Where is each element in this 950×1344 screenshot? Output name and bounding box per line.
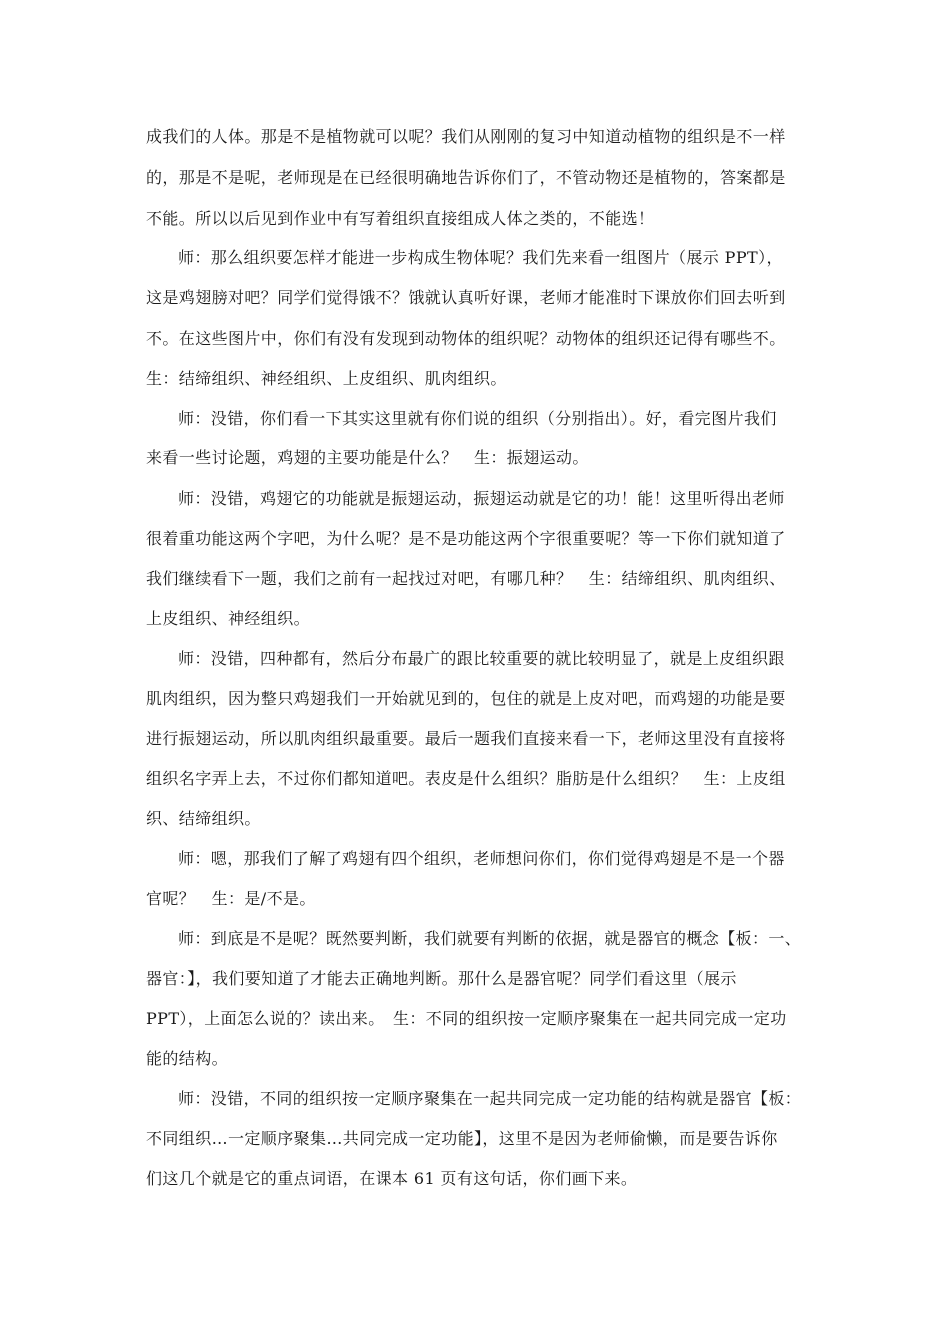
text-line: 师：没错，不同的组织按一定顺序聚集在一起共同完成一定功能的结构就是器官【板： <box>178 1089 802 1108</box>
text-line: 生：结缔组织、神经组织、上皮组织、肌肉组织。 <box>146 369 507 388</box>
text-line: 师：没错，鸡翅它的功能就是振翅运动，振翅运动就是它的功！能！这里听得出老师 <box>178 489 785 508</box>
text-line: 组织名字弄上去，不过你们都知道吧。表皮是什么组织？脂肪是什么组织？ 生：上皮组 <box>146 769 786 788</box>
text-line: 很着重功能这两个字吧，为什么呢？是不是功能这两个字很重要呢？等一下你们就知道了 <box>146 529 786 548</box>
text-line: 进行振翅运动，所以肌肉组织最重要。最后一题我们直接来看一下，老师这里没有直接将 <box>146 729 786 748</box>
text-line: 织、结缔组织。 <box>146 809 261 828</box>
text-line: 不能。所以以后见到作业中有写着组织直接组成人体之类的，不能选！ <box>146 209 655 228</box>
text-line: 能的结构。 <box>146 1049 229 1068</box>
text-line: 师：没错，四种都有，然后分布最广的跟比较重要的就比较明显了，就是上皮组织跟 <box>178 649 785 668</box>
text-line: 们这几个就是它的重点词语，在课本 61 页有这句话，你们画下来。 <box>146 1169 638 1188</box>
text-line: 师：嗯，那我们了解了鸡翅有四个组织，老师想问你们，你们觉得鸡翅是不是一个器 <box>178 849 785 868</box>
text-line: PPT），上面怎么说的？读出来。 生：不同的组织按一定顺序聚集在一起共同完成一定功 <box>146 1009 787 1028</box>
text-line: 不。在这些图片中，你们有没有发现到动物体的组织呢？动物体的组织还记得有哪些不。 <box>146 329 786 348</box>
text-line: 来看一些讨论题，鸡翅的主要功能是什么？ 生：振翅运动。 <box>146 448 589 467</box>
text-line: 上皮组织、神经组织。 <box>146 609 311 628</box>
text-line: 师：没错，你们看一下其实这里就有你们说的组织（分别指出）。好，看完图片我们 <box>178 409 777 428</box>
text-line: 师：到底是不是呢？既然要判断，我们就要有判断的依据，就是器官的概念【板：一、 <box>178 929 802 948</box>
text-line: 不同组织…一定顺序聚集…共同完成一定功能】，这里不是因为老师偷懒，而是要告诉你 <box>146 1129 778 1148</box>
text-line: 肌肉组织，因为整只鸡翅我们一开始就见到的，包住的就是上皮对吧，而鸡翅的功能是要 <box>146 689 786 708</box>
text-line: 官呢？ 生：是/不是。 <box>146 889 316 908</box>
text-line: 师：那么组织要怎样才能进一步构成生物体呢？我们先来看一组图片（展示 PPT）， <box>178 248 783 267</box>
text-line: 器官：】，我们要知道了才能去正确地判断。那什么是器官呢？同学们看这里（展示 <box>146 969 737 988</box>
text-line: 成我们的人体。那是不是植物就可以呢？我们从刚刚的复习中知道动植物的组织是不一样 <box>146 127 786 146</box>
text-line: 我们继续看下一题，我们之前有一起找过对吧，有哪几种？ 生：结缔组织、肌肉组织、 <box>146 569 786 588</box>
text-line: 的，那是不是呢，老师现是在已经很明确地告诉你们了，不管动物还是植物的，答案都是 <box>146 168 786 187</box>
text-line: 这是鸡翅膀对吧？同学们觉得饿不？饿就认真听好课，老师才能准时下课放你们回去听到 <box>146 288 786 307</box>
